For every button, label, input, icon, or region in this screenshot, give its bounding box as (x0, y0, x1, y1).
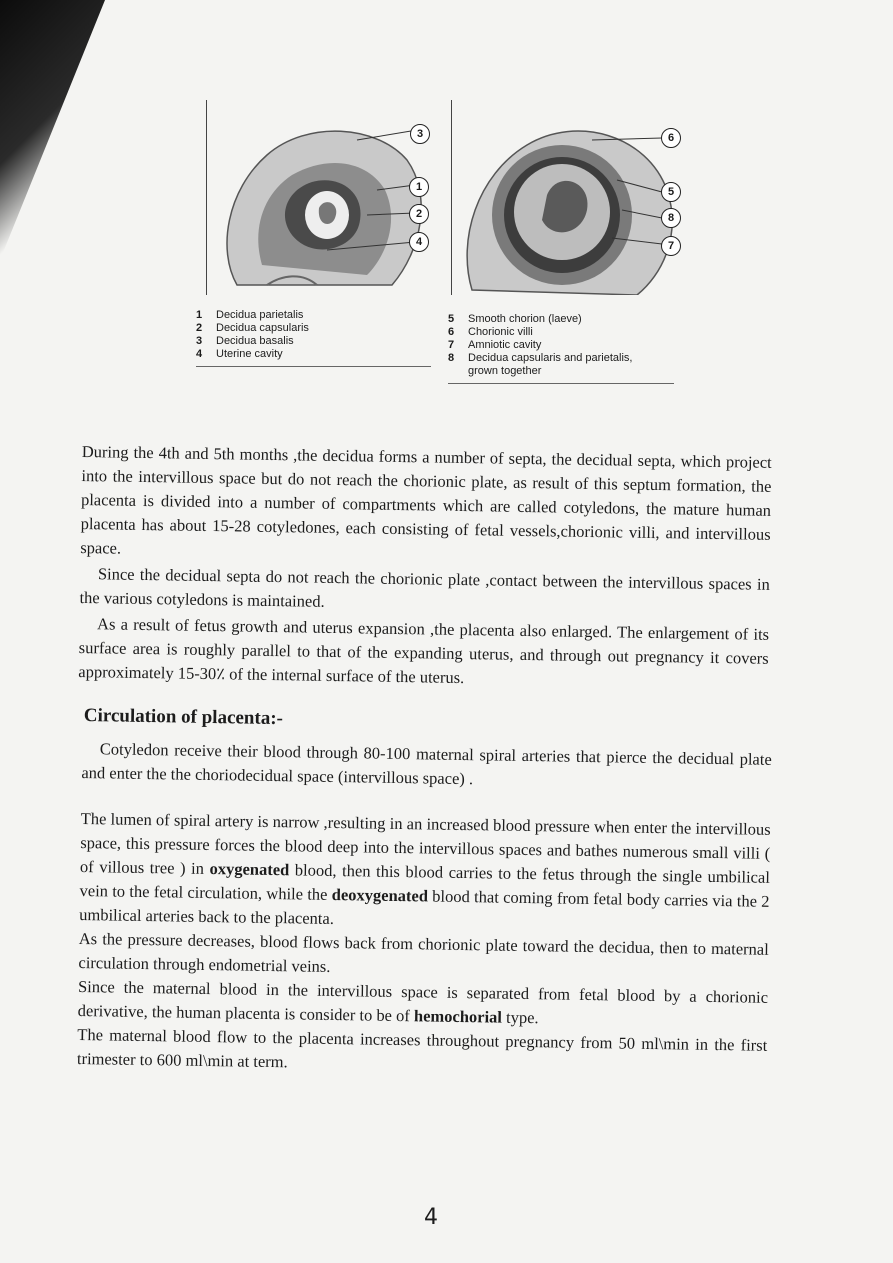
callout-marker: 7 (661, 236, 681, 256)
legend-right (448, 313, 674, 384)
paragraph: As the pressure decreases, blood flows back from chorionic plate toward the decidua, then to maternal circulation through endometrial veins. (78, 928, 769, 976)
callout-marker: 6 (661, 128, 681, 148)
legend-row: 1 Decidua parietalis (196, 309, 304, 321)
page-number: 4 (424, 1205, 438, 1230)
paragraph: During the 4th and 5th months ,the decidua forms a number of septa, the decidual septa, which project into the intervillous space but do not reach the chorionic plate, as result of this septum formation, the placenta is divided into a number of compartments which are called cotyledons, the mature human placenta has about 15-28 cotyledones, each consisting of fetal vessels,chorionic villi, and intervillous space. (80, 441, 772, 558)
legend-row: 2 Decidua capsularis (196, 322, 309, 334)
paragraph: Cotyledon receive their blood through 80-100 maternal spiral arteries that pierce the decidual plate and enter the the choriodecidual space (intervillous space) . (81, 739, 772, 789)
paragraph: The maternal blood flow to the placenta increases throughout pregnancy from 50 ml\min in the first trimester to 600 ml\min at term. (76, 1024, 768, 1072)
later-uterus-illustration (452, 100, 692, 295)
section-heading: Circulation of placenta:- (83, 705, 284, 730)
later-pregnancy-panel (451, 100, 692, 295)
paragraph: Since the maternal blood in the intervillous space is separated from fetal blood by a chorionic derivative, the human placenta is consider to be of hemochorial type. (77, 976, 769, 1028)
paragraph: Since the decidual septa do not reach the chorionic plate ,contact between the intervillous spaces in the various cotyledons is maintained. (79, 564, 770, 611)
legend-row: grown together (468, 365, 542, 377)
callout-marker: 3 (410, 124, 430, 144)
paragraph: The lumen of spiral artery is narrow ,resulting in an increased blood pressure when enter the intervillous space, this pressure forces the blood deep into the intervillous spaces and bathes numerous small villi ( of villous tree ) in oxygenated blood, then this blood carries to the fetus through the single umbilical vein to the fetal circulation, while the deoxygenated blood that coming from fetal body carries via the 2 umbilical arteries back to the placenta. (79, 808, 771, 928)
legend-row: 5 Smooth chorion (laeve) (448, 313, 582, 325)
legend-row: 6 Chorionic villi (448, 326, 533, 338)
callout-marker: 4 (409, 232, 429, 252)
circulation-section (77, 737, 772, 1082)
callout-marker: 2 (409, 204, 429, 224)
callout-marker: 1 (409, 177, 429, 197)
emphasis-hemochorial: hemochorial (413, 1006, 503, 1027)
legend-row: 4 Uterine cavity (196, 348, 283, 360)
scan-edge-shadow (0, 0, 105, 260)
legend-row: 7 Amniotic cavity (448, 339, 542, 351)
legend-row: 8 Decidua capsularis and parietalis, (448, 352, 633, 364)
emphasis-oxygenated: oxygenated (209, 859, 290, 880)
emphasis-deoxygenated: deoxygenated (331, 884, 429, 906)
uterus-diagram-figure (196, 100, 686, 390)
paragraph: As a result of fetus growth and uterus expansion ,the placenta also enlarged. The enlargement of its surface area is roughly parallel to that of the expanding uterus, and through out pregnancy it covers approximately 15-30٪ of the internal surface of the uterus. (78, 614, 770, 688)
callout-marker: 8 (661, 208, 681, 228)
septa-section (78, 440, 772, 695)
legend-left (196, 309, 431, 367)
legend-row: 3 Decidua basalis (196, 335, 294, 347)
callout-marker: 5 (661, 182, 681, 202)
